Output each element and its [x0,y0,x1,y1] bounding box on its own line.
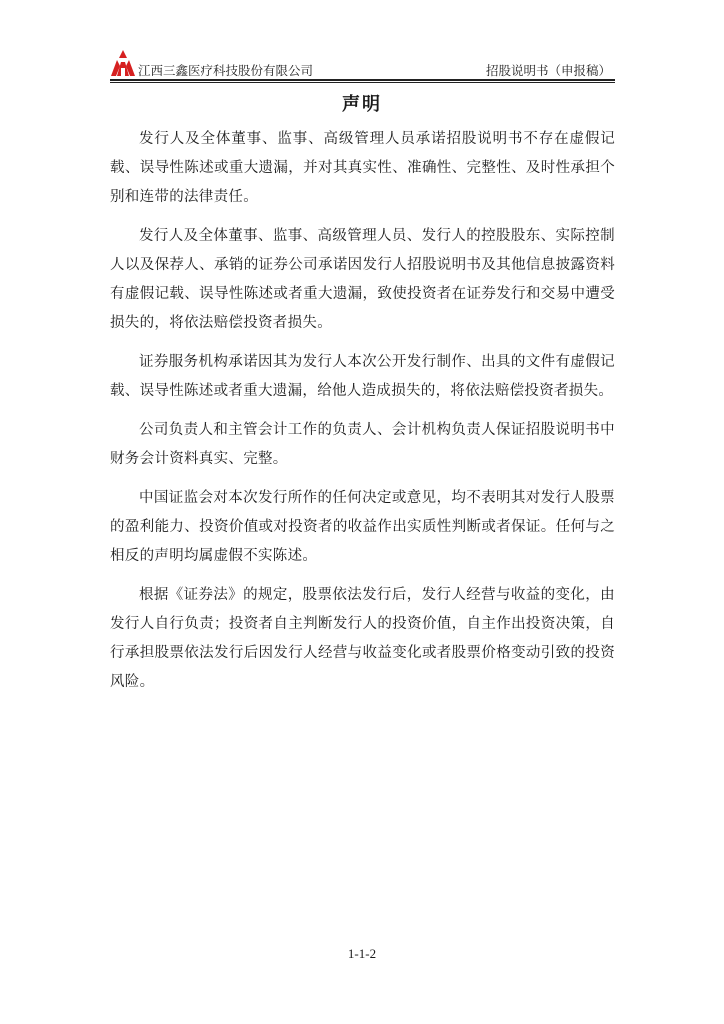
page-header [110,44,615,80]
header-rule-thick [110,79,615,81]
header-rule-thin [110,82,615,83]
paragraph: 发行人及全体董事、监事、高级管理人员承诺招股说明书不存在虚假记载、误导性陈述或重大遗漏，并对其真实性、准确性、完整性、及时性承担个别和连带的法律责任。 [110,131,615,205]
page-number: 1-1-2 [347,946,377,961]
paragraph: 发行人及全体董事、监事、高级管理人员、发行人的控股股东、实际控制人以及保荐人、承销的证券公司承诺因发行人招股说明书及其他信息披露资料有虚假记载、误导性陈述或者重大遗漏，致使投资者在证券发行和交易中遭受损失的，将依法赔偿投资者损失。 [110,228,615,331]
company-logo-icon [110,48,136,78]
paragraph: 公司负责人和主管会计工作的负责人、会计机构负责人保证招股说明书中财务会计资料真实、完整。 [110,422,615,467]
paragraph: 根据《证券法》的规定，股票依法发行后，发行人经营与收益的变化，由发行人自行负责；投资者自主判断发行人的投资价值，自主作出投资决策，自行承担股票依法发行后因发行人经营与收益变化或者股票价格变动引致的投资风险。 [110,587,615,690]
page-title: 声明 [342,94,382,115]
declaration-body [110,125,615,707]
paragraph: 证券服务机构承诺因其为发行人本次公开发行制作、出具的文件有虚假记载、误导性陈述或者重大遗漏，给他人造成损失的，将依法赔偿投资者损失。 [110,354,615,399]
paragraph: 中国证监会对本次发行所作的任何决定或意见，均不表明其对发行人股票的盈利能力、投资价值或对投资者的收益作出实质性判断或者保证。任何与之相反的声明均属虚假不实陈述。 [110,490,615,564]
company-name: 江西三鑫医疗科技股份有限公司 [138,63,314,78]
document-type: 招股说明书（申报稿） [485,63,611,78]
